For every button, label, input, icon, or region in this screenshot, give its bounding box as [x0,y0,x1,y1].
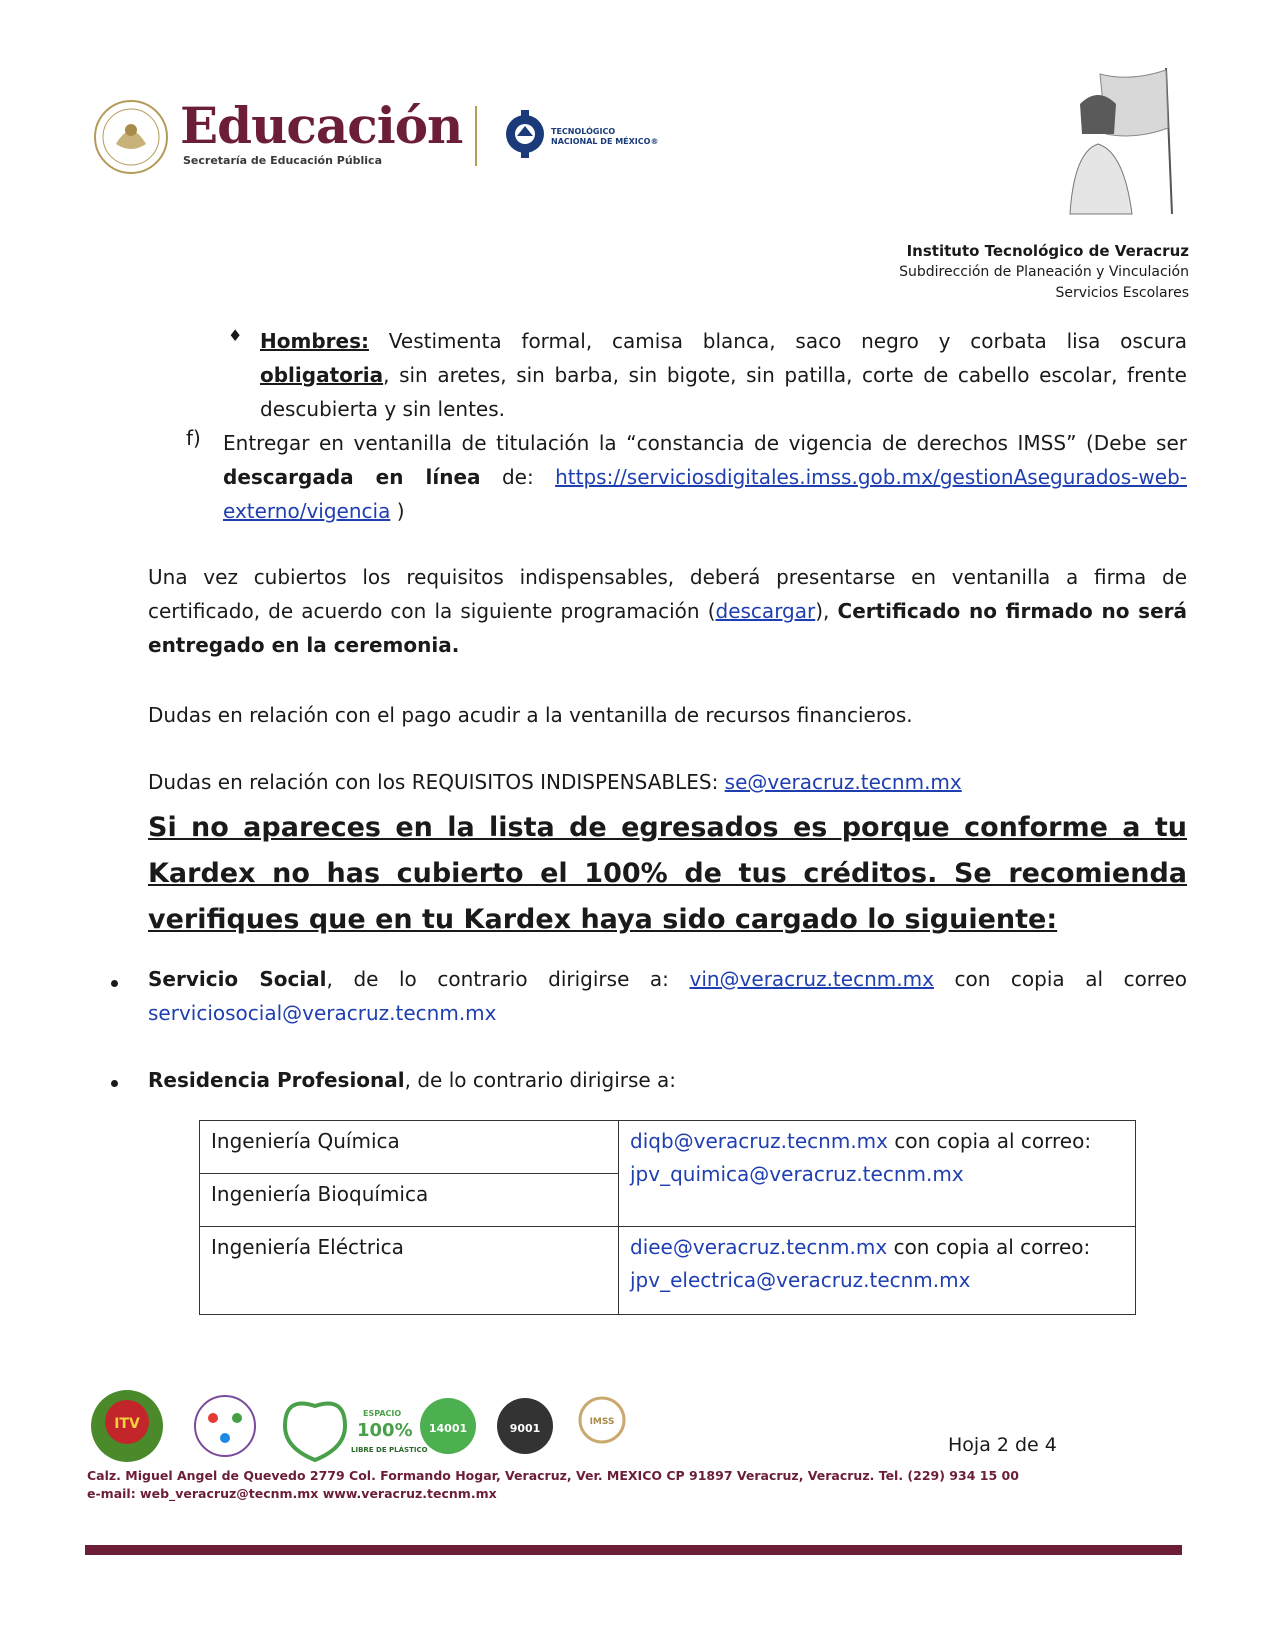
tecnm-line1: TECNOLÓGICO [551,127,616,136]
table-cell-qb-contact [619,1121,1136,1227]
iso9001-logo [497,1398,553,1454]
certification-logos [85,1386,645,1466]
item-f-text-a: Entregar en ventanilla de titulación la “constancia de vigencia de derechos IMSS” (Debe ser [223,431,1187,455]
iso14001-text: 14001 [428,1422,468,1435]
itv-logo-text: ITV [114,1416,140,1432]
qb-cc-text: con copia al correo: [888,1129,1092,1153]
hombres-text-b: , sin aretes, sin barba, sin bigote, sin patilla, corte de cabello escolar, frente descubierta y sin lentes. [260,363,1187,421]
table-cell-bioquimica: Ingeniería Bioquímica [200,1174,619,1227]
servicio-text-a: , de lo contrario dirigirse a: [326,967,690,991]
sep-subtitle: Secretaría de Educación Pública [183,154,383,167]
institution-block [899,241,1189,304]
payment-paragraph: Dudas en relación con el pago acudir a la ventanilla de recursos financieros. [148,703,913,727]
heroine-flag-illustration [1040,64,1200,224]
item-f-letter: f) [186,426,201,450]
footer-address-block [87,1467,1019,1503]
tecnm-name [551,127,658,147]
diee-email[interactable]: diee@veracruz.tecnm.mx [630,1235,888,1259]
servicio-social-item [148,962,1187,1030]
table-cell-electrica: Ingeniería Eléctrica [200,1227,619,1315]
hombres-item [260,324,1187,426]
diamond-bullet-icon: ♦ [228,326,243,345]
bullet-icon [111,1080,118,1087]
plastic-logo-percent: 100% [357,1420,413,1441]
subdirection: Subdirección de Planeación y Vinculación [899,264,1189,280]
institution-name: Instituto Tecnológico de Veracruz [906,242,1189,260]
item-f-bold: descargada en línea [223,465,481,489]
bullet-icon [111,980,118,987]
servicio-label: Servicio Social [148,967,327,991]
jpv-quimica-email[interactable]: jpv_quimica@veracruz.tecnm.mx [630,1162,964,1186]
table-row [200,1227,1136,1315]
item-f [223,426,1187,528]
tecnm-line2: NACIONAL DE MÉXICO® [551,137,659,146]
vin-email-link[interactable]: vin@veracruz.tecnm.mx [689,967,934,991]
equality-logo [195,1396,255,1456]
requirements-paragraph [148,765,1187,799]
page-number: Hoja 2 de 4 [948,1434,1057,1456]
download-link[interactable]: descargar [715,599,816,623]
imss-distinction-logo [580,1398,624,1442]
hombres-text-a: Vestimenta formal, camisa blanca, saco negro y corbata lisa oscura [368,329,1187,353]
education-brand: Educación [180,96,463,155]
para1-text-b: ), [815,599,838,623]
serviciosocial-email[interactable]: serviciosocial@veracruz.tecnm.mx [148,1001,497,1025]
header-divider [475,106,477,166]
footer-bar [85,1545,1182,1555]
mexico-seal-logo [92,98,170,176]
hombres-emphasis: obligatoria [260,363,384,387]
residencia-item [148,1063,1187,1097]
hombres-label: Hombres: [260,329,369,353]
para1-text-a: Una vez cubiertos los requisitos indispensables, deberá presentarse en ventanilla a firma de certificado, de acuerdo con la siguiente programación ( [148,565,1187,623]
item-f-text-c: ) [390,499,405,523]
table-cell-el-contact [619,1227,1136,1315]
iso9001-text: 9001 [509,1422,541,1435]
footer-address: Calz. Miguel Angel de Quevedo 2779 Col. Formando Hogar, Veracruz, Ver. MEXICO CP 91897 Veracruz, Veracruz. Tel. (229) 934 15 00 [87,1468,1019,1483]
el-cc-text: con copia al correo: [887,1235,1091,1259]
tecnm-gear-logo [503,108,547,160]
certificate-paragraph [148,560,1187,662]
se-email-link[interactable]: se@veracruz.tecnm.mx [724,770,962,794]
table-row [200,1121,1136,1174]
imss-link[interactable]: https://serviciosdigitales.imss.gob.mx/gestionAsegurados-web-externo/vigencia [223,465,1187,523]
para1-bold: Certificado no firmado no será entregado en la ceremonia. [148,599,1187,657]
jpv-electrica-email[interactable]: jpv_electrica@veracruz.tecnm.mx [630,1268,971,1292]
residencia-contacts-table [199,1120,1136,1315]
itv-logo [91,1390,163,1462]
diqb-email[interactable]: diqb@veracruz.tecnm.mx [630,1129,888,1153]
footer-contact: e-mail: web_veracruz@tecnm.mx www.veracruz.tecnm.mx [87,1486,497,1501]
servicio-text-b: con copia al correo [933,967,1187,991]
imss-logo-text: IMSS [589,1417,615,1427]
table-cell-quimica: Ingeniería Química [200,1121,619,1174]
plastic-free-logo [285,1404,428,1461]
item-f-text-b: de: [480,465,556,489]
kardex-warning: Si no apareces en la lista de egresados es porque conforme a tu Kardex no has cubierto el 100% de tus créditos. Se recomienda verifiques que en tu Kardex haya sido cargado lo siguiente: [148,812,1187,935]
plastic-logo-label: LIBRE DE PLÁSTICO [351,1446,428,1454]
iso14001-logo [420,1398,476,1454]
plastic-logo-word: ESPACIO [363,1409,402,1418]
residencia-text: , de lo contrario dirigirse a: [404,1068,677,1092]
para3-text: Dudas en relación con los REQUISITOS INDISPENSABLES: [148,770,725,794]
department: Servicios Escolares [1055,285,1189,301]
residencia-label: Residencia Profesional [148,1068,405,1092]
